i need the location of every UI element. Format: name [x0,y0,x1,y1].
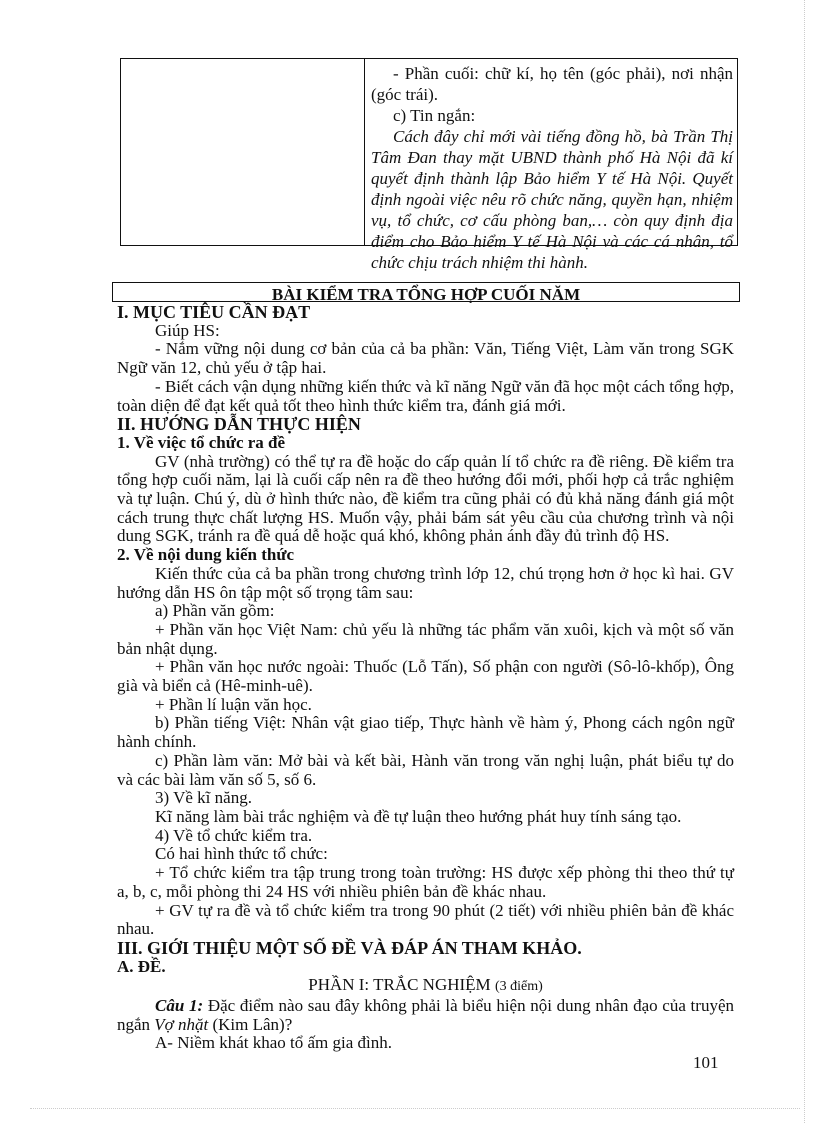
question-text: Đặc điểm nào sau đây không phải là biểu hiện nội dung nhân đạo của truyện ngắn [117,996,734,1034]
page-bottom-border [30,1108,800,1109]
paragraph: 4) Về tổ chức kiểm tra. [155,825,313,845]
section-title-box: BÀI KIỂM TRA TỔNG HỢP CUỐI NĂM [112,282,740,302]
page-number: 101 [693,1053,719,1072]
question-label: Câu 1: [155,996,204,1016]
table-left-cell [121,59,365,245]
table-line-1: - Phần cuối: chữ kí, họ tên (góc phải), nơi nhận (góc trái). [371,64,733,104]
paragraph: Giúp HS: [155,320,220,340]
subheading-to-chuc-ra-de: 1. Về việc tổ chức ra đề [117,432,286,452]
main-content [117,303,734,1053]
page-right-border [804,0,805,1123]
paragraph: Có hai hình thức tổ chức: [155,844,328,864]
paragraph: + Phần lí luận văn học. [155,694,312,714]
paragraph: GV (nhà trường) có thể tự ra đề hoặc do cấp quản lí tổ chức ra đề riêng. Đề kiểm tra tổng hợp cuối năm, lại là cuối cấp nên ra đề theo hướng đổi mới, phối hợp cả trắc nghiệm và tự luận. Chú ý, dù ở hình thức nào, đề kiểm tra cũng phải có đủ khả năng đánh giá một cách trung thực chất lượng HS. Muốn vậy, phải bám sát yêu cầu của chương trình và nội dung SGK, tránh ra đề quá dễ hoặc quá khó, không phản ánh đầy đủ trình độ HS. [117,451,734,546]
paragraph: Kiến thức của cả ba phần trong chương trình lớp 12, chú trọng hơn ở học kì hai. GV hướng dẫn HS ôn tập một số trọng tâm sau: [117,563,734,602]
top-table [120,58,738,272]
answer-option-a: A- Niềm khát khao tổ ấm gia đình. [155,1033,393,1053]
table-line-3: Cách đây chỉ mới vài tiếng đồng hồ, bà Trần Thị Tâm Đan thay mặt UBND thành phố Hà Nội đã kí quyết định thành lập Bảo hiểm Y tế Hà Nội. Quyết định ngoài việc nêu rõ chức năng, quyền hạn, nhiệm vụ, tổ chức, cơ cấu phòng ban,… còn quy định địa điểm cho Bảo hiểm Y tế Hà Nội và các cá nhân, tổ chức chịu trách nhiệm thi hành. [371,127,733,272]
paragraph: + Phần văn học nước ngoài: Thuốc (Lỗ Tấn), Số phận con người (Sô-lô-khốp), Ông già và biển cả (Hê-minh-uê). [117,657,734,696]
heading-gioi-thieu: III. GIỚI THIỆU MỘT SỐ ĐỀ VÀ ĐÁP ÁN THAM KHẢO. [117,937,582,958]
paragraph: Kĩ năng làm bài trắc nghiệm và đề tự luận theo hướng phát huy tính sáng tạo. [155,806,682,826]
paragraph: 3) Về kĩ năng. [155,788,252,808]
paragraph: - Biết cách vận dụng những kiến thức và kĩ năng Ngữ văn đã học một cách tổng hợp, toàn diện để đạt kết quả tốt theo hình thức kiểm tra, đánh giá mới. [117,376,734,415]
paragraph: c) Phần làm văn: Mở bài và kết bài, Hành văn trong văn nghị luận, phát biểu tự do và các bài làm văn số 5, số 6. [117,750,734,789]
heading-huong-dan: II. HƯỚNG DẪN THỰC HIỆN [117,414,361,435]
heading-muc-tieu: I. MỤC TIÊU CẦN ĐẠT [117,302,311,322]
paragraph: - Nắm vững nội dung cơ bản của cả ba phần: Văn, Tiếng Việt, Làm văn trong SGK Ngữ văn 12, chủ yếu ở tập hai. [117,339,734,378]
paragraph: + Phần văn học Việt Nam: chủ yếu là những tác phẩm văn xuôi, kịch và một số văn bản nhật dụng. [117,619,734,658]
paragraph: + Tổ chức kiểm tra tập trung trong toàn trường: HS được xếp phòng thi theo thứ tự a, b, c, mỗi phòng thi 24 HS với nhiều phiên bản đề khác nhau. [117,863,734,901]
subheading-de: A. ĐỀ. [117,956,166,976]
paragraph: a) Phần văn gồm: [155,601,275,621]
subheading-noi-dung: 2. Về nội dung kiến thức [117,545,295,565]
paragraph: b) Phần tiếng Việt: Nhân vật giao tiếp, Thực hành về hàm ý, Phong cách ngôn ngữ hành chính. [117,713,734,752]
work-title: Vợ nhặt [154,1014,209,1034]
part-heading [117,976,734,997]
question-1 [117,997,734,1034]
question-end: (Kim Lân)? [208,1014,293,1034]
part-points: (3 điểm) [494,979,543,995]
table-right-cell [365,59,737,272]
paragraph: + GV tự ra đề và tổ chức kiểm tra trong 90 phút (2 tiết) với nhiều phiên bản đề khác nhau. [117,900,734,939]
part-title: PHẦN I: TRẮC NGHIỆM [308,975,491,995]
table-line-2: c) Tin ngắn: [393,106,476,125]
